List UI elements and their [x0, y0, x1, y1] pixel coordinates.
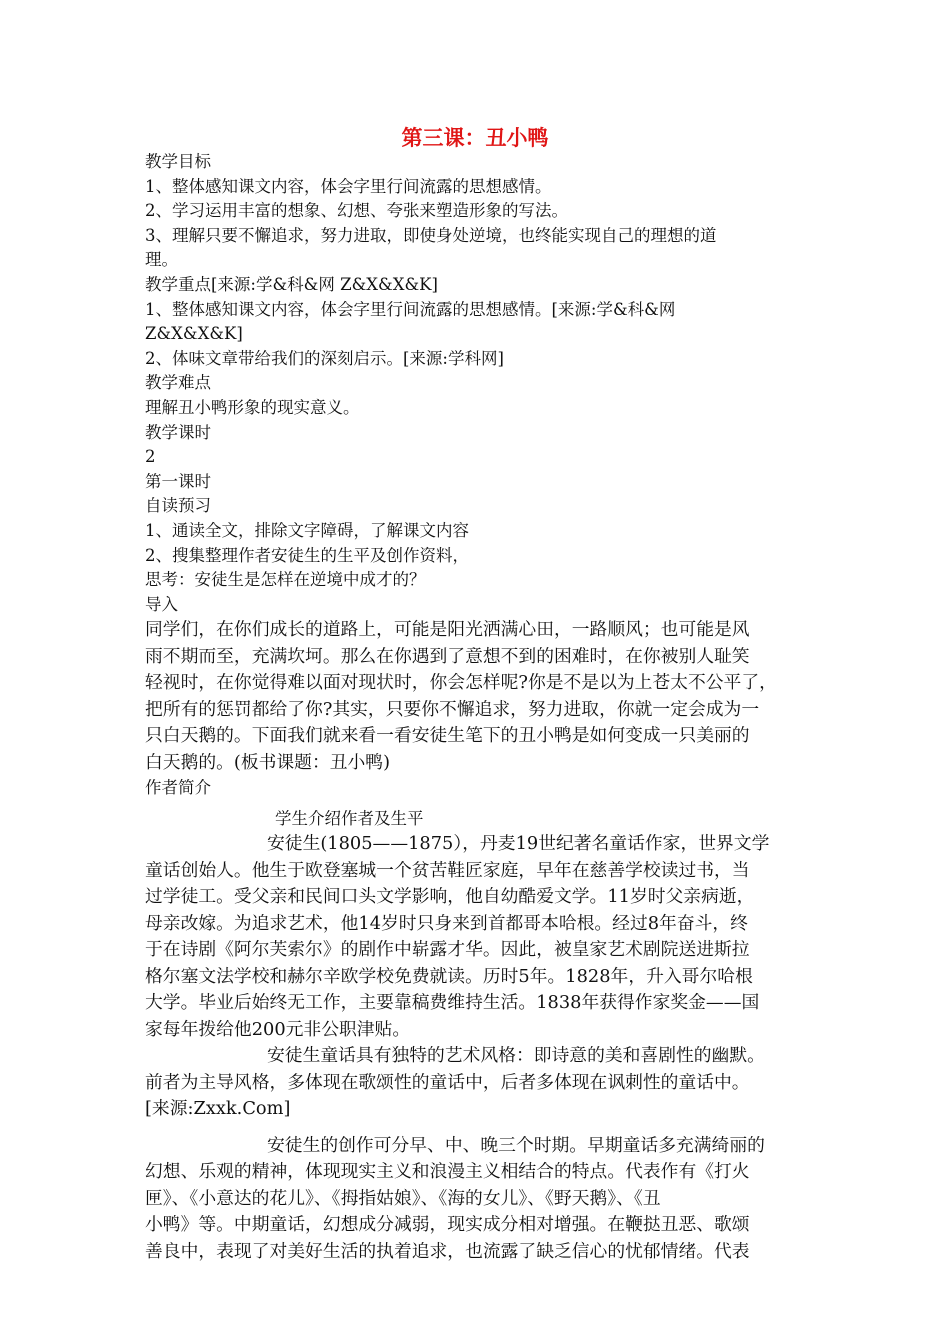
paragraph-line: 雨不期而至，充满坎坷。那么在你遇到了意想不到的困难时，在你被别人耻笑: [145, 645, 750, 667]
section-heading-difficulty: 教学难点: [145, 373, 211, 393]
intro-paragraph: [145, 617, 815, 776]
bio-paragraph-3: [145, 1133, 815, 1266]
section-heading-key-points: 教学重点[来源:学&科&网 Z&X&X&K]: [145, 274, 438, 294]
paragraph-line: 把所有的惩罚都给了你?其实，只要你不懈追求，努力进取，你就一定会成为一: [145, 698, 760, 720]
paragraph-line: 前者为主导风格，多体现在歌颂性的童话中，后者多体现在讽刺性的童话中。: [145, 1071, 750, 1093]
lesson-title: 第三课：丑小鸭: [401, 126, 549, 150]
objective-item: 2、学习运用丰富的想象、幻想、夸张来塑造形象的写法。: [145, 201, 568, 221]
document-body: [145, 150, 815, 1265]
paragraph-line: 家每年拨给他200元非公职津贴。: [145, 1018, 411, 1040]
objective-item: 3、理解只要不懈追求，努力进取，即使身处逆境，也终能实现自己的理想的道: [145, 225, 717, 245]
objective-item: 1、整体感知课文内容，体会字里行间流露的思想感情。: [145, 176, 552, 196]
paragraph-line: 幻想、乐观的精神，体现现实主义和浪漫主义相结合的特点。代表作有《打火: [145, 1161, 750, 1183]
section-heading-preview: 自读预习: [145, 496, 211, 516]
paragraph-line: 善良中，表现了对美好生活的执着追求，也流露了缺乏信心的忧郁情绪。代表: [145, 1240, 750, 1262]
paragraph-line: 同学们，在你们成长的道路上，可能是阳光洒满心田，一路顺风；也可能是风: [145, 619, 750, 641]
key-point-item: 1、整体感知课文内容，体会字里行间流露的思想感情。[来源:学&科&网: [145, 299, 676, 319]
bio-paragraph-2: [145, 1043, 815, 1123]
paragraph-line: 母亲改嫁。为追求艺术，他14岁时只身来到首都哥本哈根。经过8年奋斗，终: [145, 912, 748, 934]
objective-item-cont: 理。: [145, 250, 178, 270]
paragraph-line: 白天鹅的。(板书课题：丑小鸭): [145, 751, 391, 773]
periods-value: 2: [145, 447, 156, 467]
preview-item: 1、通读全文，排除文字障碍，了解课文内容: [145, 520, 469, 540]
paragraph-line: 过学徒工。受父亲和民间口头文学影响，他自幼酷爱文学。11岁时父亲病逝，: [145, 886, 755, 908]
section-heading-periods: 教学课时: [145, 422, 211, 442]
author-subheading: 学生介绍作者及生平: [275, 808, 424, 828]
paragraph-line: 只白天鹅的。下面我们就来看一看安徒生笔下的丑小鸭是如何变成一只美丽的: [145, 725, 750, 747]
section-heading-author: 作者简介: [145, 778, 211, 798]
paragraph-line: 轻视时，在你觉得难以面对现状时，你会怎样呢?你是不是以为上苍太不公平了，: [145, 672, 777, 694]
source-note: [来源:Zxxk.Com]: [145, 1098, 291, 1120]
key-point-item-cont: Z&X&X&K]: [145, 324, 243, 344]
preview-question: 思考：安徒生是怎样在逆境中成才的？: [145, 570, 426, 590]
paragraph-line: 格尔塞文法学校和赫尔辛欧学校免费就读。历时5年。1828年，升入哥尔哈根: [145, 965, 753, 987]
section-heading-intro: 导入: [145, 594, 178, 614]
paragraph-line: 大学。毕业后始终无工作，主要靠稿费维持生活。1838年获得作家奖金——国: [145, 992, 760, 1014]
section-heading-objectives: 教学目标: [145, 152, 211, 171]
difficulty-text: 理解丑小鸭形象的现实意义。: [145, 397, 360, 417]
period-heading: 第一课时: [145, 471, 211, 491]
paragraph-line: 小鸭》等。中期童话，幻想成分减弱，现实成分相对增强。在鞭挞丑恶、歌颂: [145, 1214, 750, 1236]
preview-item: 2、搜集整理作者安徒生的生平及创作资料，: [145, 545, 469, 565]
paragraph-line: 安徒生童话具有独特的艺术风格：即诗意的美和喜剧性的幽默。: [267, 1045, 765, 1067]
bio-paragraph-1: [145, 831, 815, 1043]
paragraph-line: 童话创始人。他生于欧登塞城一个贫苦鞋匠家庭，早年在慈善学校读过书，当: [145, 859, 750, 881]
paragraph-line: 于在诗剧《阿尔芙索尔》的剧作中崭露才华。因此，被皇家艺术剧院送进斯拉: [145, 939, 750, 961]
paragraph-line: 安徒生(1805——1875），丹麦19世纪著名童话作家，世界文学: [267, 833, 770, 855]
paragraph-line: 匣》、《小意达的花儿》、《拇指姑娘》、《海的女儿》、《野天鹅》、《丑: [145, 1187, 661, 1209]
paragraph-line: 安徒生的创作可分早、中、晚三个时期。早期童话多充满绮丽的: [267, 1134, 765, 1156]
key-point-item: 2、体味文章带给我们的深刻启示。[来源:学科网]: [145, 348, 504, 368]
